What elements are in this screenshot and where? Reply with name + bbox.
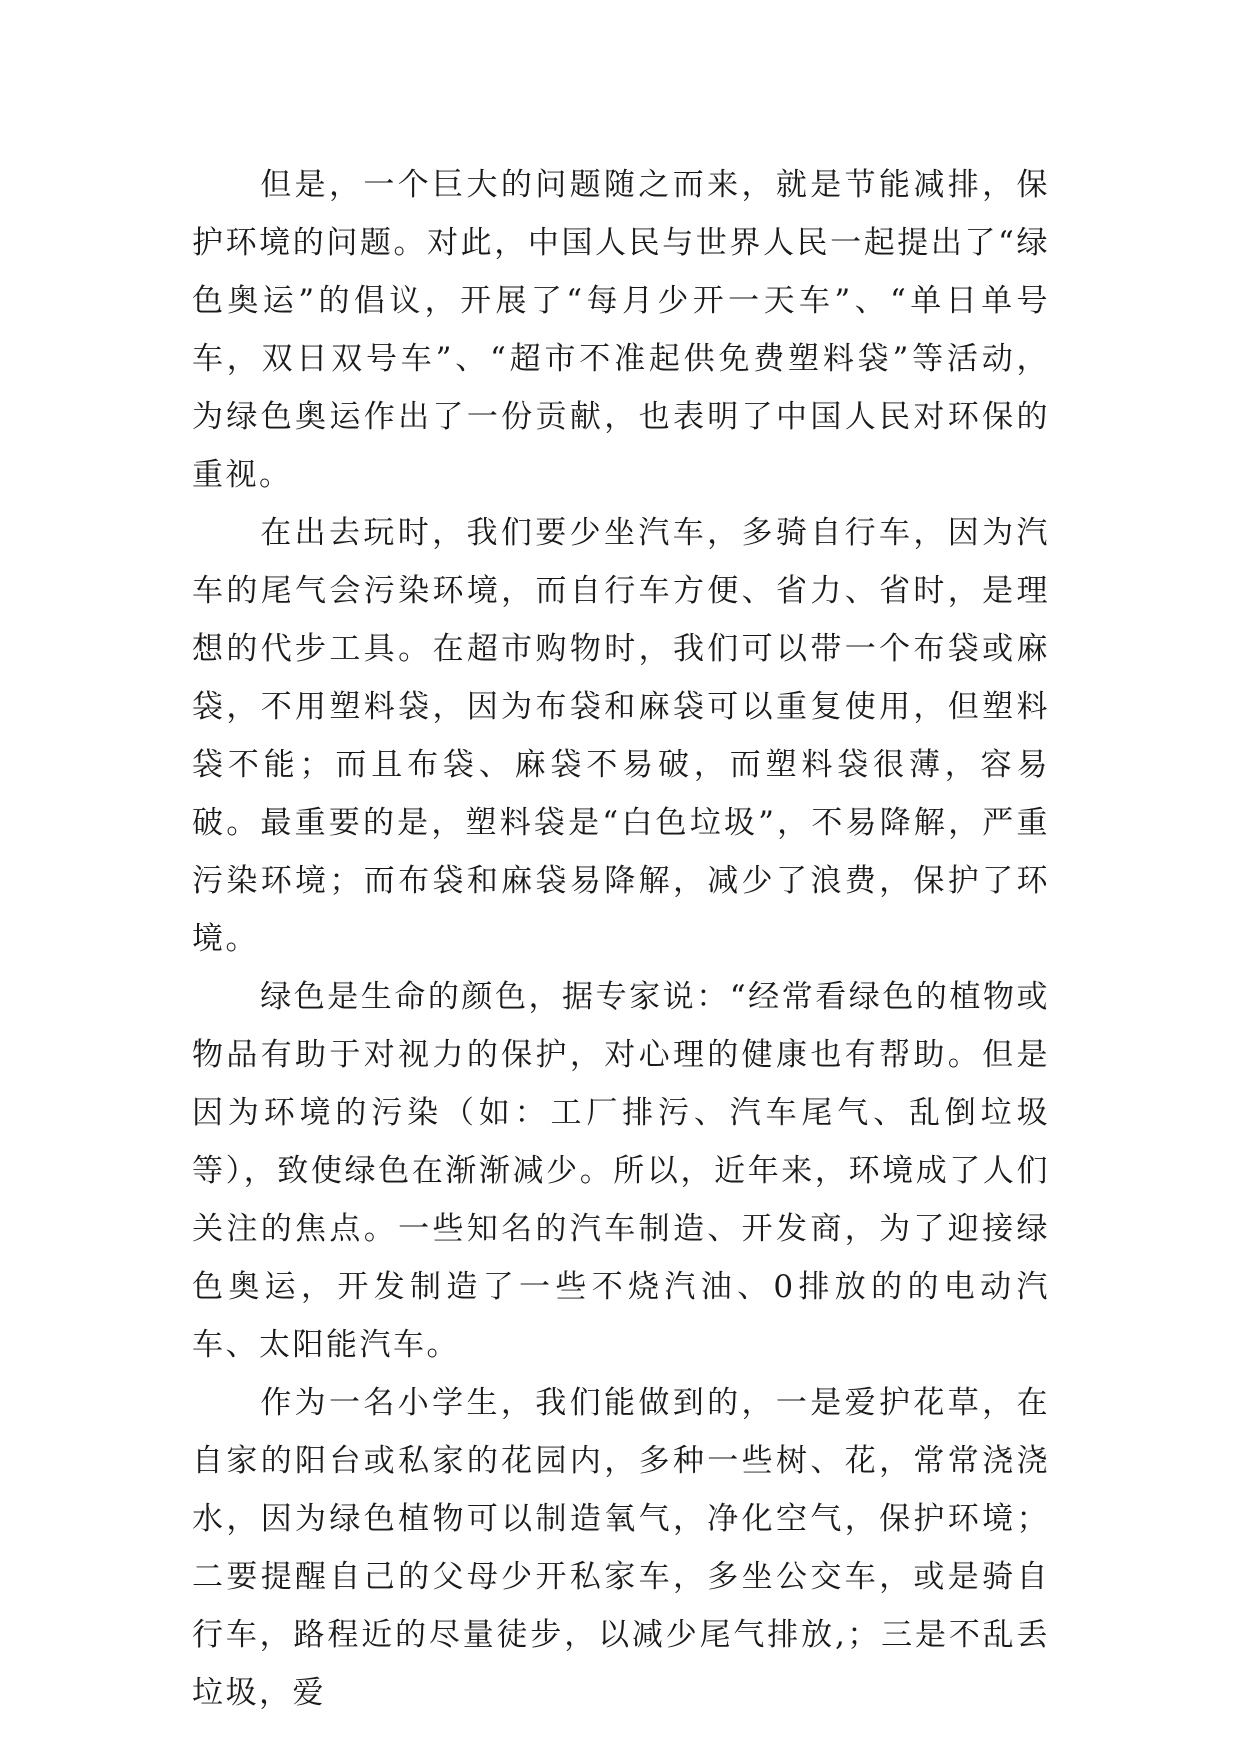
paragraph-2: 在出去玩时，我们要少坐汽车，多骑自行车，因为汽车的尾气会污染环境，而自行车方便、省力、省时，是理想的代步工具。在超市购物时，我们可以带一个布袋或麻袋，不用塑料袋，因为布袋和麻袋可以重复使用，但塑料袋不能；而且布袋、麻袋不易破，而塑料袋很薄，容易破。最重要的是，塑料袋是“白色垃圾”，不易降解，严重污染环境；而布袋和麻袋易降解，减少了浪费，保护了环境。 (192, 515, 1050, 957)
paragraph-4: 作为一名小学生，我们能做到的，一是爱护花草，在自家的阳台或私家的花园内，多种一些树、花，常常浇浇水，因为绿色植物可以制造氧气，净化空气，保护环境；二要提醒自己的父母少开私家车，多坐公交车，或是骑自行车，路程近的尽量徒步，以减少尾气排放,；三是不乱丢垃圾，爱 (192, 1385, 1050, 1711)
paragraph-3: 绿色是生命的颜色，据专家说：“经常看绿色的植物或物品有助于对视力的保护，对心理的健康也有帮助。但是因为环境的污染（如：工厂排污、汽车尾气、乱倒垃圾等），致使绿色在渐渐减少。所以，近年来，环境成了人们关注的焦点。一些知名的汽车制造、开发商，为了迎接绿色奥运，开发制造了一些不烧汽油、0排放的的电动汽车、太阳能汽车。 (192, 979, 1050, 1363)
paragraph-1: 但是，一个巨大的问题随之而来，就是节能减排，保护环境的问题。对此，中国人民与世界人民一起提出了“绿色奥运”的倡议，开展了“每月少开一天车”、“单日单号车，双日双号车”、“超市不准起供免费塑料袋”等活动，为绿色奥运作出了一份贡献，也表明了中国人民对环保的重视。 (192, 167, 1050, 493)
document-body (192, 156, 1050, 1722)
